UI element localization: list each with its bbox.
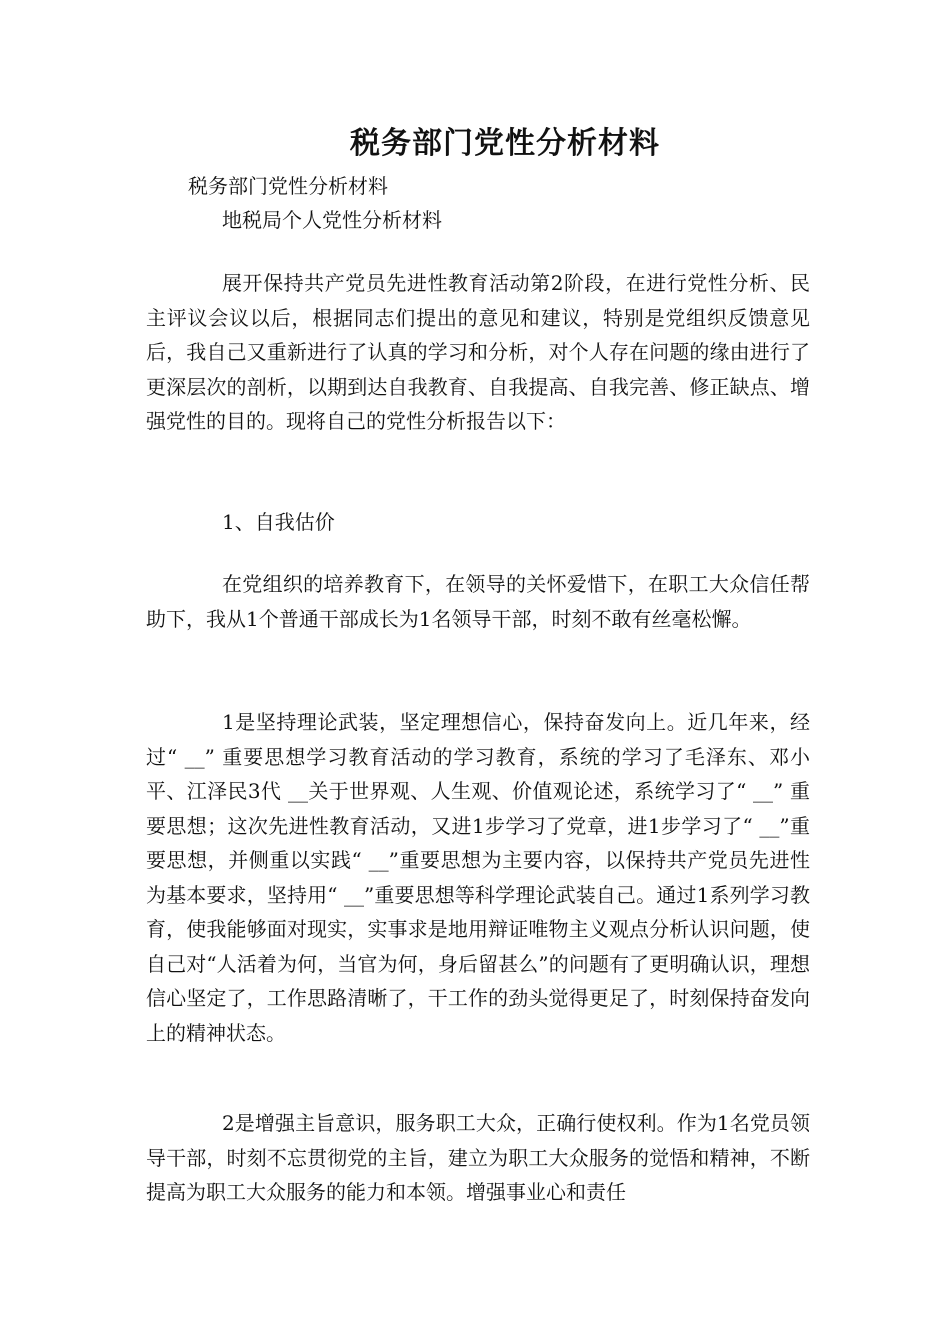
document-subheading: 地税局个人党性分析材料: [222, 208, 442, 232]
document-subtitle: 税务部门党性分析材料: [188, 174, 388, 198]
paragraph-intro: 展开保持共产党员先进性教育活动第2阶段，在进行党性分析、民主评议会议以后，根据同志们提出的意见和建议，特别是党组织反馈意见后，我自己又重新进行了认真的学习和分析，对个人存在问题的缘由进行了更深层次的剖析，以期到达自我教育、自我提高、自我完善、修正缺点、增强党性的目的。现将自己的党性分析报告以下：: [146, 271, 810, 433]
section-heading-self-assessment: 1、自我估价: [222, 510, 335, 534]
paragraph-theory: 1是坚持理论武装，坚定理想信心，保持奋发向上。近几年来，经过“ __” 重要思想学习教育活动的学习教育，系统的学习了毛泽东、邓小平、江泽民3代 __关于世界观、人生观、价值观论述，系统学习了“ __” 重要思想；这次先进性教育活动，又进1步学习了党章，进1步学习了“ __”重要思想，并侧重以实践“ __”重要思想为主要内容，以保持共产党员先进性为基本要求，坚持用“ __”重要思想等科学理论武装自己。通过1系列学习教育，使我能够面对现实，实事求是地用辩证唯物主义观点分析认识问题，使自己对“人活着为何，当官为何，身后留甚么”的问题有了更明确认识，理想信心坚定了，工作思路清晰了，干工作的劲头觉得更足了，时刻保持奋发向上的精神状态。: [146, 710, 810, 1045]
paragraph-service: 2是增强主旨意识，服务职工大众，正确行使权利。作为1名党员领导干部，时刻不忘贯彻党的主旨，建立为职工大众服务的觉悟和精神，不断提高为职工大众服务的能力和本领。增强事业心和责任: [146, 1111, 810, 1204]
document-title: 税务部门党性分析材料: [350, 126, 660, 161]
paragraph-growth: 在党组织的培养教育下，在领导的关怀爱惜下，在职工大众信任帮助下，我从1个普通干部成长为1名领导干部，时刻不敢有丝毫松懈。: [146, 572, 810, 631]
